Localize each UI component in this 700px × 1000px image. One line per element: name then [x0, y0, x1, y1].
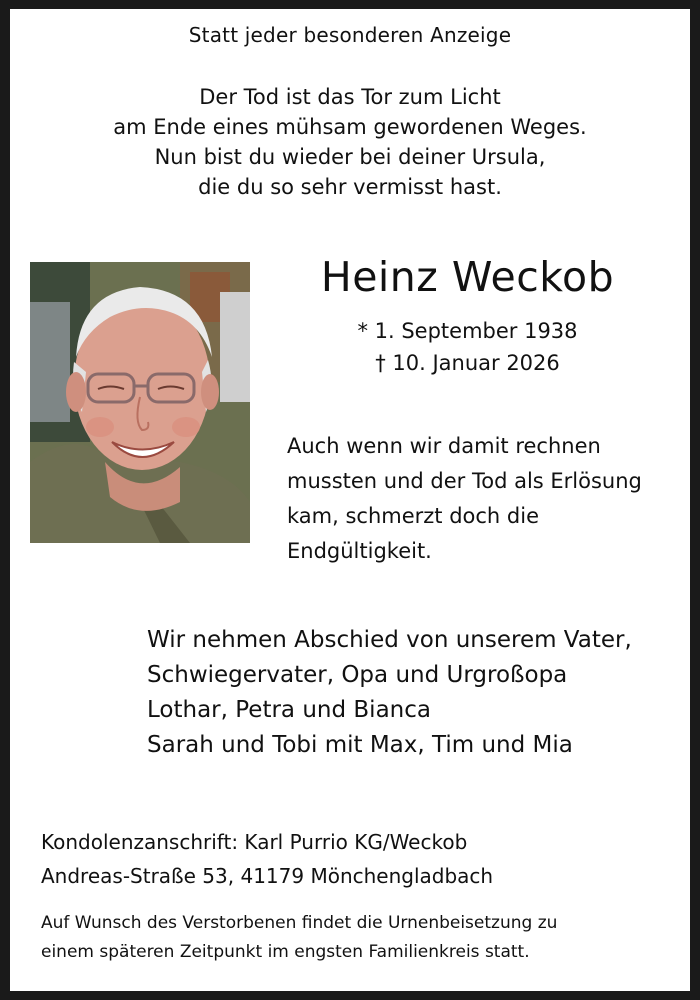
verse-line: die du so sehr vermisst hast. — [198, 175, 502, 199]
contact-line: Andreas-Straße 53, 41179 Mönchengladbach — [41, 864, 494, 888]
quote-line: kam, schmerzt doch die — [287, 504, 539, 528]
mourners-line: Wir nehmen Abschied von unserem Vater, — [147, 627, 632, 653]
birth-date: * 1. September 1938 — [357, 319, 578, 343]
quote-line: Endgültigkeit. — [287, 539, 432, 563]
verse-line: Nun bist du wieder bei deiner Ursula, — [154, 145, 546, 169]
verse-line: am Ende eines mühsam gewordenen Weges. — [113, 115, 587, 139]
closing-note — [41, 909, 681, 967]
mourners-line: Lothar, Petra und Bianca — [147, 697, 431, 723]
life-dates — [260, 315, 675, 379]
condolence-address — [41, 825, 681, 893]
contact-line: Kondolenzanschrift: Karl Purrio KG/Weckob — [41, 830, 468, 854]
obituary-notice — [10, 9, 690, 991]
portrait-photo — [30, 262, 250, 543]
closing-line: einem späteren Zeitpunkt im engsten Familienkreis statt. — [41, 942, 530, 962]
closing-line: Auf Wunsch des Verstorbenen findet die Urnenbeisetzung zu — [41, 913, 558, 933]
quote — [287, 429, 682, 569]
notice-header: Statt jeder besonderen Anzeige — [188, 23, 512, 47]
mourners-line: Schwiegervater, Opa und Urgroßopa — [147, 662, 568, 688]
mourners — [147, 623, 687, 763]
verse — [10, 82, 690, 202]
verse-line: Der Tod ist das Tor zum Licht — [199, 85, 501, 109]
death-date: † 10. Januar 2026 — [375, 351, 560, 375]
deceased-name: Heinz Weckob — [320, 253, 615, 301]
mourners-line: Sarah und Tobi mit Max, Tim und Mia — [147, 732, 573, 758]
quote-line: mussten und der Tod als Erlösung — [287, 469, 642, 493]
quote-line: Auch wenn wir damit rechnen — [287, 434, 601, 458]
